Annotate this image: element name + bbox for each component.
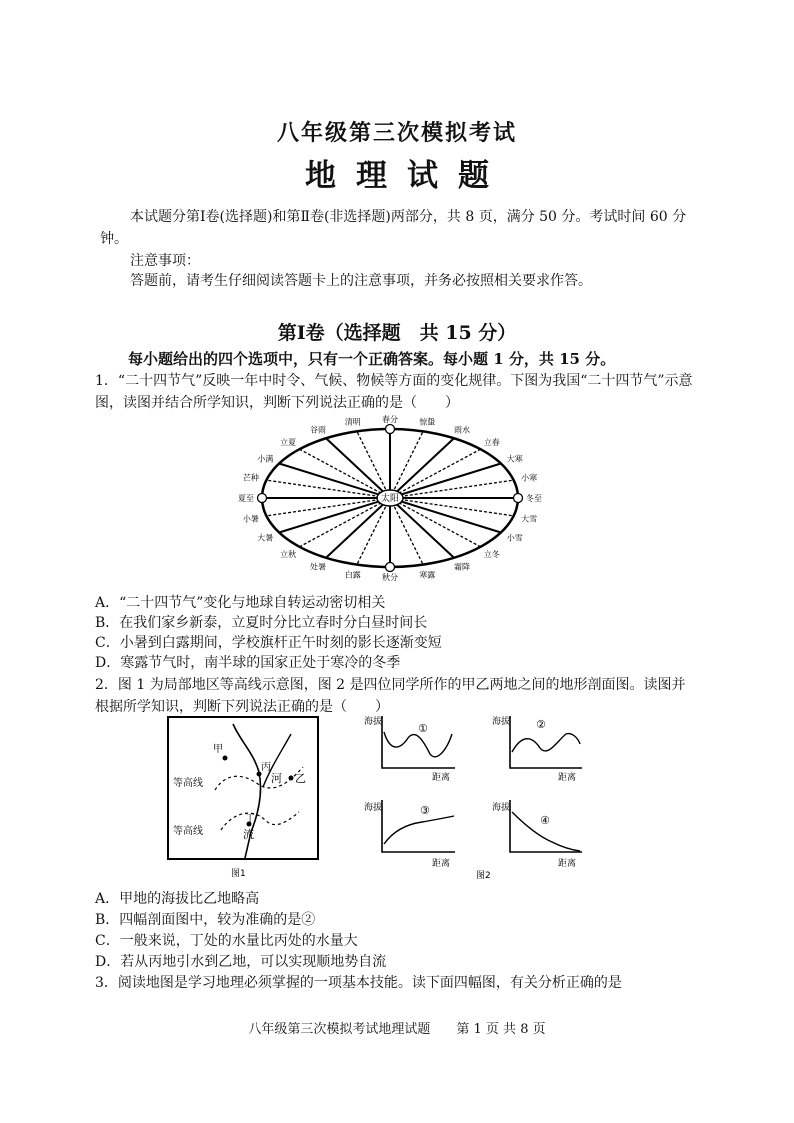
panel2-mark: ② xyxy=(536,718,546,731)
section-instruction: 每小题给出的四个选项中，只有一个正确答案。每小题 1 分，共 15 分。 xyxy=(128,350,616,368)
earth-position-marker xyxy=(386,563,395,572)
term-spoke xyxy=(266,498,390,516)
q2-option-b: B．四幅剖面图中，较为准确的是② xyxy=(95,912,316,928)
point-yi xyxy=(289,776,294,781)
panel3-y-label: 海拔 xyxy=(364,803,383,813)
term-label: 小满 xyxy=(257,454,274,464)
solar-terms-figure xyxy=(235,408,545,588)
contour-map-figure xyxy=(163,712,323,882)
fig2-caption: 图2 xyxy=(476,871,491,881)
profile-panel-3 xyxy=(364,800,455,869)
term-label: 清明 xyxy=(344,417,361,427)
contour-line-2 xyxy=(221,812,299,830)
label-contour-1: 等高线 xyxy=(173,778,203,789)
panel2-y-label: 海拔 xyxy=(492,717,511,727)
panel3-x-label: 距离 xyxy=(432,859,451,869)
term-label: 雨水 xyxy=(454,425,470,435)
panel1-x-label: 距离 xyxy=(432,773,451,783)
label-jia: 甲 xyxy=(213,744,223,755)
q1-option-d: D．寒露节气时，南半球的国家正处于寒冷的冬季 xyxy=(95,655,401,671)
profile-panel-4 xyxy=(492,800,582,869)
label-contour-2: 等高线 xyxy=(173,826,203,837)
earth-position-marker xyxy=(514,494,523,503)
term-label: 谷雨 xyxy=(310,425,326,435)
fig1-caption: 图1 xyxy=(231,869,246,879)
label-liu: 流 xyxy=(243,828,254,841)
term-spoke xyxy=(357,498,390,565)
term-spoke xyxy=(390,498,514,516)
term-label: 大雪 xyxy=(521,514,538,524)
panel1-mark: ① xyxy=(418,722,428,735)
panel1-y-label: 海拔 xyxy=(364,717,383,727)
panel2-x-label: 距离 xyxy=(558,773,577,783)
label-bing: 丙 xyxy=(261,762,271,773)
label-he: 河 xyxy=(271,772,282,785)
q2-option-c: C．一般来说，丁处的水量比丙处的水量大 xyxy=(95,933,358,949)
term-label: 白露 xyxy=(344,570,361,580)
term-label: 夏至 xyxy=(238,494,254,503)
notice-body: 答题前，请考生仔细阅读答题卡上的注意事项，并务必按照相关要求作答。 xyxy=(130,273,592,289)
subject-title: 地理试题 xyxy=(305,158,509,194)
section-heading: 第Ⅰ卷（选择题 共 15 分） xyxy=(277,322,517,344)
panel3-mark: ③ xyxy=(420,804,430,817)
term-label: 小寒 xyxy=(521,473,538,483)
question-1-stem: 1．“二十四节气”反映一年中时令、气候、物候等方面的变化规律。下图为我国“二十四节气”示意图，读图并结合所学知识，判断下列说法正确的是（ ） xyxy=(95,373,693,411)
term-label: 立秋 xyxy=(280,549,297,559)
q2-option-a: A．甲地的海拔比乙地略高 xyxy=(95,891,260,907)
intro-text: 本试题分第Ⅰ卷(选择题)和第Ⅱ卷(非选择题)两部分，共 8 页，满分 50 分。考试时间 60 分钟。 xyxy=(100,209,687,247)
term-label: 处暑 xyxy=(310,562,326,572)
q1-option-b: B．在我们家乡新泰，立夏时分比立春时分白昼时间长 xyxy=(95,615,428,631)
question-2-stem: 2．图 1 为局部地区等高线示意图，图 2 是四位同学所作的甲乙两地之间的地形剖面图。读图并根据所学知识，判断下列说法正确的是（ ） xyxy=(95,677,686,715)
term-spoke xyxy=(390,498,423,565)
profile-panel-1 xyxy=(364,715,455,783)
panel4-y-label: 海拔 xyxy=(492,803,511,813)
term-label: 立夏 xyxy=(280,438,297,448)
earth-position-marker xyxy=(386,425,395,434)
point-jia xyxy=(223,756,228,761)
term-spoke xyxy=(357,431,390,498)
term-label: 惊蛰 xyxy=(419,417,436,427)
sun-label: 太阳 xyxy=(380,494,400,504)
panel4-mark: ④ xyxy=(540,814,550,827)
term-label: 小雪 xyxy=(506,533,523,543)
q1-option-a: A．“二十四节气”变化与地球自转运动密切相关 xyxy=(95,595,386,611)
term-label: 立冬 xyxy=(483,549,500,559)
term-spoke xyxy=(390,480,514,498)
label-yi: 乙 xyxy=(295,772,306,785)
notice-heading: 注意事项： xyxy=(130,253,200,269)
term-label: 大暑 xyxy=(257,533,274,543)
profile-panel-2 xyxy=(492,715,582,783)
page-footer: 八年级第三次模拟考试地理试题 第 1 页 共 8 页 xyxy=(248,1022,546,1037)
q1-option-c: C．小暑到白露期间，学校旗杆正午时刻的影长逐渐变短 xyxy=(95,635,442,651)
q2-option-d: D．若从丙地引水到乙地，可以实现顺地势自流 xyxy=(95,954,387,970)
term-spoke xyxy=(390,431,423,498)
term-label: 冬至 xyxy=(526,494,542,503)
question-3-stem: 3．阅读地图是学习地理必须掌握的一项基本技能。读下面四幅图，有关分析正确的是 xyxy=(95,975,622,991)
term-spoke xyxy=(266,480,390,498)
exam-title: 八年级第三次模拟考试 xyxy=(276,120,517,146)
term-label: 寒露 xyxy=(419,570,436,580)
term-label: 霜降 xyxy=(454,562,470,572)
panel4-x-label: 距离 xyxy=(558,859,577,869)
term-label: 小暑 xyxy=(242,514,259,524)
term-label: 大寒 xyxy=(506,454,523,464)
term-label: 秋分 xyxy=(382,573,398,582)
term-label: 芒种 xyxy=(242,473,259,483)
earth-position-marker xyxy=(258,494,267,503)
profile-panels-figure xyxy=(360,712,600,882)
label-ding: 丁 xyxy=(245,814,255,825)
term-label: 春分 xyxy=(382,415,398,424)
term-label: 立春 xyxy=(483,438,500,448)
